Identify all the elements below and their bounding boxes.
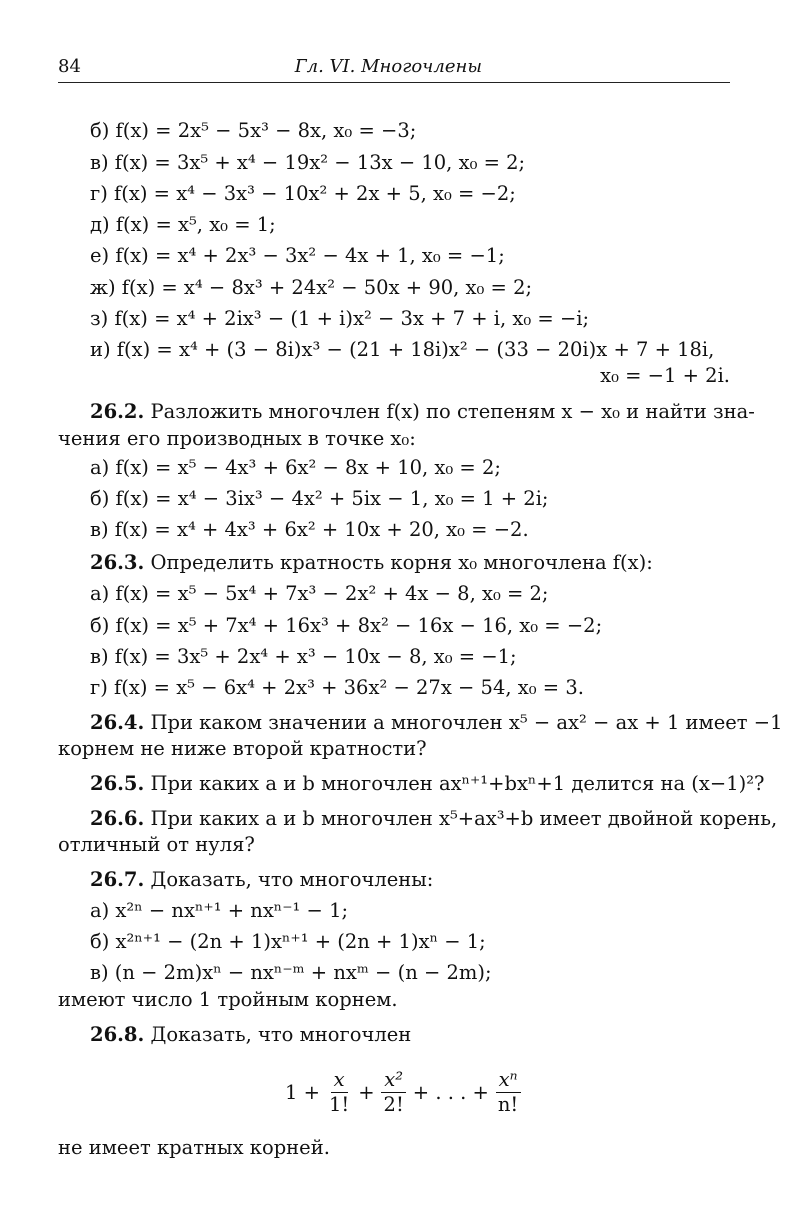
fraction-term-2 xyxy=(381,1068,407,1117)
series-formula xyxy=(285,1068,521,1117)
problem-26-4-line2: корнем не ниже второй кратности? xyxy=(58,737,427,760)
item-26-1-z: з) f(x) = x⁴ + 2ix³ − (1 + i)x² − 3x + 7 + i, x₀ = −i; xyxy=(90,307,590,330)
problem-number: 26.3. xyxy=(90,551,145,574)
item-26-7-a: а) x²ⁿ − nxⁿ⁺¹ + nxⁿ⁻¹ − 1; xyxy=(90,899,349,922)
problem-26-6-line2: отличный от нуля? xyxy=(58,833,255,856)
item-26-1-e: е) f(x) = x⁴ + 2x³ − 3x² − 4x + 1, x₀ = −1; xyxy=(90,244,505,267)
problem-26-6-line1 xyxy=(90,806,777,832)
problem-26-3-line1 xyxy=(90,550,653,576)
item-26-1-i-tail: x₀ = −1 + 2i. xyxy=(600,364,730,387)
problem-26-2-line1 xyxy=(90,399,755,425)
fraction-denominator: 2! xyxy=(383,1093,404,1116)
item-26-2-a: а) f(x) = x⁵ − 4x³ + 6x² − 8x + 10, x₀ = 2; xyxy=(90,456,501,479)
problem-number: 26.7. xyxy=(90,868,145,891)
item-26-1-b: б) f(x) = 2x⁵ − 5x³ − 8x, x₀ = −3; xyxy=(90,119,417,142)
running-title: Гл. VI. Многочлены xyxy=(294,56,482,77)
item-26-7-b: б) x²ⁿ⁺¹ − (2n + 1)xⁿ⁺¹ + (2n + 1)xⁿ − 1; xyxy=(90,930,486,953)
problem-26-4-line1 xyxy=(90,710,783,736)
item-26-2-b: б) f(x) = x⁴ − 3ix³ − 4x² + 5ix − 1, x₀ = 1 + 2i; xyxy=(90,487,549,510)
problem-text: Доказать, что многочлен xyxy=(144,1023,412,1046)
problem-text: При каких a и b многочлен axⁿ⁺¹+bxⁿ+1 делится на (x−1)²? xyxy=(144,772,765,795)
fraction-numerator: x xyxy=(331,1068,348,1093)
plus-sign: + xyxy=(358,1081,375,1104)
fraction-term-1 xyxy=(326,1068,352,1117)
item-26-7-v: в) (n − 2m)xⁿ − nxⁿ⁻ᵐ + nxᵐ − (n − 2m); xyxy=(90,961,492,984)
problem-26-8-conclusion: не имеет кратных корней. xyxy=(58,1136,330,1159)
item-26-1-g: г) f(x) = x⁴ − 3x³ − 10x² + 2x + 5, x₀ = −2; xyxy=(90,182,516,205)
problem-text: При каких a и b многочлен x⁵+ax³+b имеет двойной корень, xyxy=(144,807,778,830)
item-26-3-v: в) f(x) = 3x⁵ + 2x⁴ + x³ − 10x − 8, x₀ = −1; xyxy=(90,645,517,668)
problem-number: 26.4. xyxy=(90,711,145,734)
item-26-1-i: и) f(x) = x⁴ + (3 − 8i)x³ − (21 + 18i)x² − (33 − 20i)x + 7 + 18i, xyxy=(90,338,715,361)
page-header xyxy=(58,54,730,83)
fraction-numerator: x² xyxy=(381,1068,406,1093)
problem-number: 26.2. xyxy=(90,400,145,423)
item-26-1-zh: ж) f(x) = x⁴ − 8x³ + 24x² − 50x + 90, x₀ = 2; xyxy=(90,276,533,299)
problem-text: При каком значении a многочлен x⁵ − ax² − ax + 1 имеет −1 xyxy=(144,711,783,734)
item-26-1-v: в) f(x) = 3x⁵ + x⁴ − 19x² − 13x − 10, x₀ = 2; xyxy=(90,151,526,174)
fraction-denominator: 1! xyxy=(328,1093,350,1116)
fraction-numerator: xⁿ xyxy=(496,1068,521,1093)
problem-26-5-line1 xyxy=(90,771,765,797)
item-26-1-d: д) f(x) = x⁵, x₀ = 1; xyxy=(90,213,276,236)
item-26-2-v: в) f(x) = x⁴ + 4x³ + 6x² + 10x + 20, x₀ = −2. xyxy=(90,518,529,541)
formula-dots: + . . . + xyxy=(412,1081,489,1104)
item-26-3-b: б) f(x) = x⁵ + 7x⁴ + 16x³ + 8x² − 16x − 16, x₀ = −2; xyxy=(90,614,603,637)
problem-number: 26.6. xyxy=(90,807,145,830)
problem-26-7-conclusion: имеют число 1 тройным корнем. xyxy=(58,988,398,1011)
problem-text: Доказать, что многочлены: xyxy=(144,868,434,891)
page-number: 84 xyxy=(58,56,81,77)
fraction-term-n xyxy=(495,1068,521,1117)
problem-text: Разложить многочлен f(x) по степеням x − x₀ и найти зна- xyxy=(144,400,755,423)
item-26-3-a: а) f(x) = x⁵ − 5x⁴ + 7x³ − 2x² + 4x − 8, x₀ = 2; xyxy=(90,582,549,605)
problem-26-2-line2: чения его производных в точке x₀: xyxy=(58,427,416,450)
formula-lead: 1 + xyxy=(285,1081,320,1104)
problem-number: 26.5. xyxy=(90,772,145,795)
item-26-3-g: г) f(x) = x⁵ − 6x⁴ + 2x³ + 36x² − 27x − 54, x₀ = 3. xyxy=(90,676,584,699)
problem-26-7-line1 xyxy=(90,867,433,893)
fraction-denominator: n! xyxy=(497,1093,519,1116)
problem-26-8-line1 xyxy=(90,1022,411,1048)
problem-text: Определить кратность корня x₀ многочлена f(x): xyxy=(144,551,653,574)
problem-number: 26.8. xyxy=(90,1023,145,1046)
